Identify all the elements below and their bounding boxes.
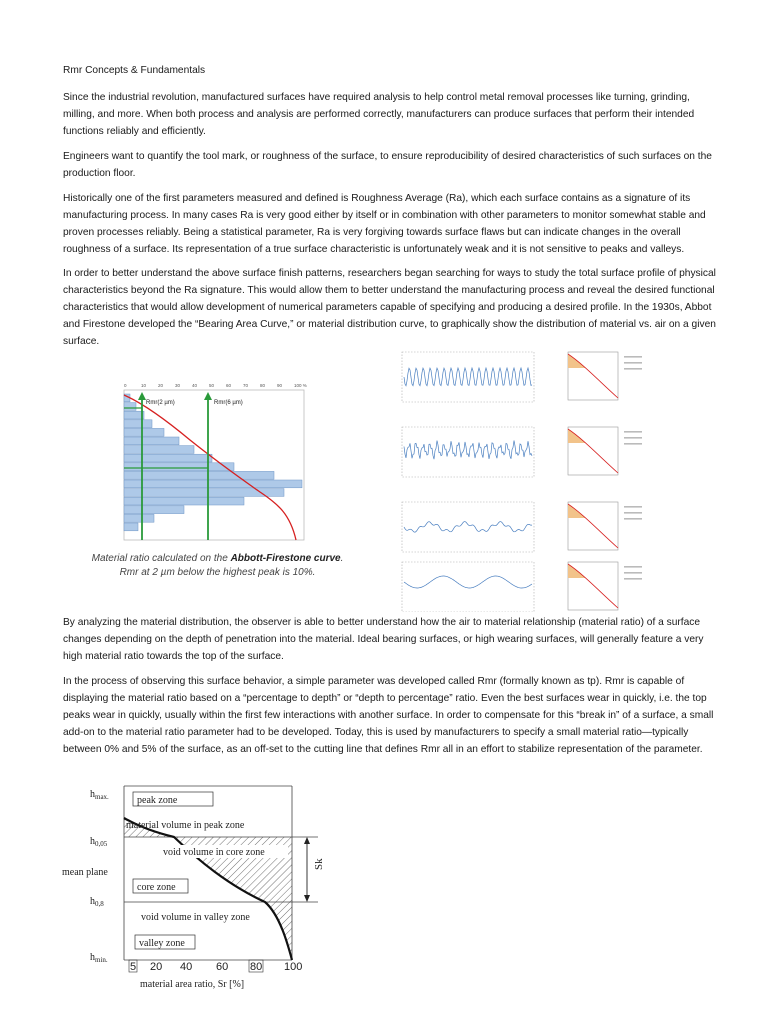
zone-x-tick: 20 [150,961,163,973]
x-tick-label: 60 [226,383,232,388]
core-zone-label: core zone [137,882,176,893]
label-rmr6: Rmr(6 µm) [214,400,243,406]
histogram-bar [124,480,302,488]
profile-panels [388,342,660,612]
hmax-label: $h_{max.}$ [90,789,109,801]
x-tick-label: 30 [175,383,181,388]
zone-x-tick: 40 [180,961,193,973]
histogram-bar [124,428,164,436]
h08-label: $h_{0,8}$ [90,896,104,908]
histogram-bar [124,403,136,411]
histogram-bar [124,420,152,428]
legend-text-mark [624,512,642,514]
hmin-label: $h_{min.}$ [90,952,108,964]
legend-text-mark [624,572,642,574]
x-tick-label: 10 [141,383,147,388]
paragraph-6: In the process of observing this surface behavior, a simple parameter was developed called Rmr (formally known as tp). Rmr is capable of displaying the material ratio based on a “percentage to depth” or “depth to percentage” ratio. Even the best surfaces wear in quickly, i.e. the top peaks wear in quickly, usually within the first few interactions with another surface. In order to compensate for this “break in” of a surface, a small add-on to the material ratio parameter had to be developed. Today, this is used by manufacturers to specify a small material ratio—typically between 0% and 5% of the surface, as an off-set to the cutting line that defines Rmr all in an effort to stabilize representation of the parameter. [63,676,714,755]
x-tick-label: 0 [124,383,127,388]
legend-text-mark [624,566,642,568]
histogram-bar [124,463,234,471]
abbott-caption: Material ratio calculated on the Abbott-Firestone curve. Rmr at 2 µm below the highest peak is 10%. [91,553,344,578]
histogram-bar [124,471,274,479]
legend-text-mark [624,506,642,508]
paragraph-3: Historically one of the first parameters measured and defined is Roughness Average (Ra), which each surface contains as a signature of its manufacturing process. In many cases Ra is very good either by itself or in combination with other parameters to monitor somewhat stable and proven processes reliably. Being a statistical parameter, Ra is very forgiving towards surface flaws but can indicate changes in the overall roughness of a surface. Its representation of a true surface characteristic is unfortunately weak and it is not sensitive to peaks and valleys. [63,193,706,255]
x-tick-label: 80 [260,383,266,388]
zone-x-tick: 80 [250,961,263,973]
histogram-bar [124,514,154,522]
x-tick-label: 100 % [294,383,307,388]
h005-label: $h_{0,05}$ [90,836,108,848]
zone-x-tick: 60 [216,961,229,973]
paragraph-4: In order to better understand the above surface finish patterns, researchers began searching for ways to study the total surface profile of physical characteristics beyond the Ra signature. This would allow them to better understand the manufacturing process and reveal the desired functional characteristics that would allow development of numerical parameters capable of specifying and producing a desired profile. In the 1930s, Abbot and Firestone developed the “Bearing Area Curve,” or material distribution curve, to graphically show the distribution of material vs. air on a given surface. [63,268,716,347]
histogram-bar [124,523,138,531]
legend-text-mark [624,437,642,439]
histogram-bar [124,437,179,445]
valley-zone-label: valley zone [139,938,185,949]
legend-text-mark [624,578,642,580]
zone-x-tick: 100 [284,961,303,973]
paragraph-1: Since the industrial revolution, manufactured surfaces have required analysis to help control metal removal processes like turning, grinding, milling, and more. When both process and analysis are performed correctly, manufacturers can produce surfaces that perform their intended functions reliably and efficiently. [63,92,695,137]
x-tick-label: 70 [243,383,249,388]
abbott-firestone-figure [100,380,310,550]
x-axis-label: material area ratio, Sr [%] [140,979,245,990]
label-rmr2: Rmr(2 µm) [146,400,175,406]
sk-label: Sk [313,858,325,870]
zone-diagram [58,780,328,995]
histogram-bar [124,411,144,419]
legend-text-mark [624,356,642,358]
material-volume-label: material volume in peak zone [126,820,245,831]
doc-title: Rmr Concepts & Fundamentals [63,65,206,76]
mean-plane-label: mean plane [62,867,108,878]
peak-zone-label: peak zone [137,795,178,806]
x-tick-label: 90 [277,383,283,388]
x-tick-label: 50 [209,383,215,388]
paragraph-5: By analyzing the material distribution, the observer is able to better understand how the air to material relationship (material ratio) of a surface changes depending on the depth of penetration into the material. Ideal bearing surfaces, or high wearing surfaces, will generally feature a very high material ratio towards the top of the surface. [63,617,704,662]
void-valley-label: void volume in valley zone [141,912,250,923]
profile-box [402,427,534,477]
legend-text-mark [624,431,642,433]
legend-text-mark [624,518,642,520]
histogram-bar [124,446,194,454]
histogram-bar [124,454,212,462]
paragraph-2: Engineers want to quantify the tool mark, or roughness of the surface, to ensure reproducibility of desired characteristics of such surfaces on the production floor. [63,151,712,179]
x-tick-label: 20 [158,383,164,388]
legend-text-mark [624,362,642,364]
void-core-label: void volume in core zone [163,847,265,858]
histogram-bar [124,506,184,514]
legend-text-mark [624,443,642,445]
x-tick-label: 40 [192,383,198,388]
zone-x-tick: 5 [130,961,137,973]
legend-text-mark [624,368,642,370]
